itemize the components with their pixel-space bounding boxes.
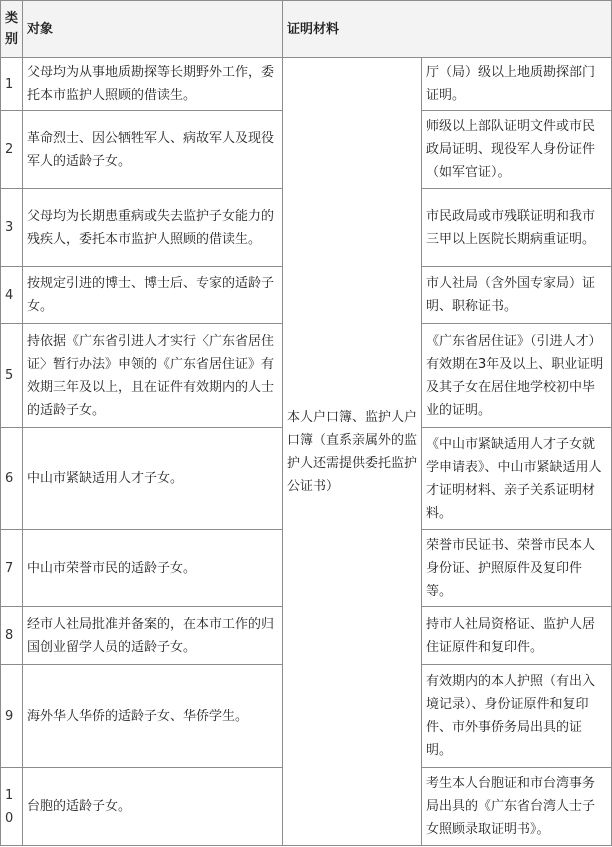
table-row [1,58,612,111]
row-number: 6 [1,428,23,530]
row-proof: 师级以上部队证明文件或市民政局证明、现役军人身份证件（如军官证）。 [422,111,612,189]
row-proof: 持市人社局资格证、监护人居住证原件和复印件。 [422,607,612,665]
header-materials: 证明材料 [283,1,612,58]
row-proof: 市民政局或市残联证明和我市三甲以上医院长期病重证明。 [422,189,612,267]
shared-material: 本人户口簿、监护人户口簿（直系亲属外的监护人还需提供委托监护公证书） [283,58,422,846]
row-number: 9 [1,665,23,768]
row-proof: 《中山市紧缺适用人才子女就学申请表》、中山市紧缺适用人才证明材料、亲子关系证明材料。 [422,428,612,530]
row-proof: 厅（局）级以上地质勘探部门证明。 [422,58,612,111]
row-target: 持依据《广东省引进人才实行〈广东省居住证〉暂行办法》申领的《广东省居住证》有效期三年及以上，且在证件有效期内的人士的适龄子女。 [23,324,283,428]
row-number: 5 [1,324,23,428]
row-number: 7 [1,530,23,607]
row-number: 3 [1,189,23,267]
row-number: 10 [1,768,23,846]
row-target: 父母均为从事地质勘探等长期野外工作，委托本市监护人照顾的借读生。 [23,58,283,111]
row-proof: 考生本人台胞证和市台湾事务局出具的《广东省台湾人士子女照顾录取证明书》。 [422,768,612,846]
row-proof: 市人社局（含外国专家局）证明、职称证书。 [422,267,612,324]
row-proof: 荣誉市民证书、荣誉市民本人身份证、护照原件及复印件等。 [422,530,612,607]
row-proof: 有效期内的本人护照（有出入境记录）、身份证原件和复印件、市外事侨务局出具的证明。 [422,665,612,768]
row-target: 中山市紧缺适用人才子女。 [23,428,283,530]
row-target: 革命烈士、因公牺牲军人、病故军人及现役军人的适龄子女。 [23,111,283,189]
row-target: 父母均为长期患重病或失去监护子女能力的残疾人，委托本市监护人照顾的借读生。 [23,189,283,267]
row-number: 2 [1,111,23,189]
row-number: 1 [1,58,23,111]
row-target: 中山市荣誉市民的适龄子女。 [23,530,283,607]
row-target: 经市人社局批准并备案的，在本市工作的归国创业留学人员的适龄子女。 [23,607,283,665]
row-number: 8 [1,607,23,665]
row-proof: 《广东省居住证》（引进人才）有效期在3年及以上、职业证明及其子女在居住地学校初中毕业的证明。 [422,324,612,428]
row-target: 台胞的适龄子女。 [23,768,283,846]
row-target: 按规定引进的博士、博士后、专家的适龄子女。 [23,267,283,324]
row-number: 4 [1,267,23,324]
header-category: 类别 [1,1,23,58]
header-target: 对象 [23,1,283,58]
row-target: 海外华人华侨的适龄子女、华侨学生。 [23,665,283,768]
header-row [1,1,612,58]
